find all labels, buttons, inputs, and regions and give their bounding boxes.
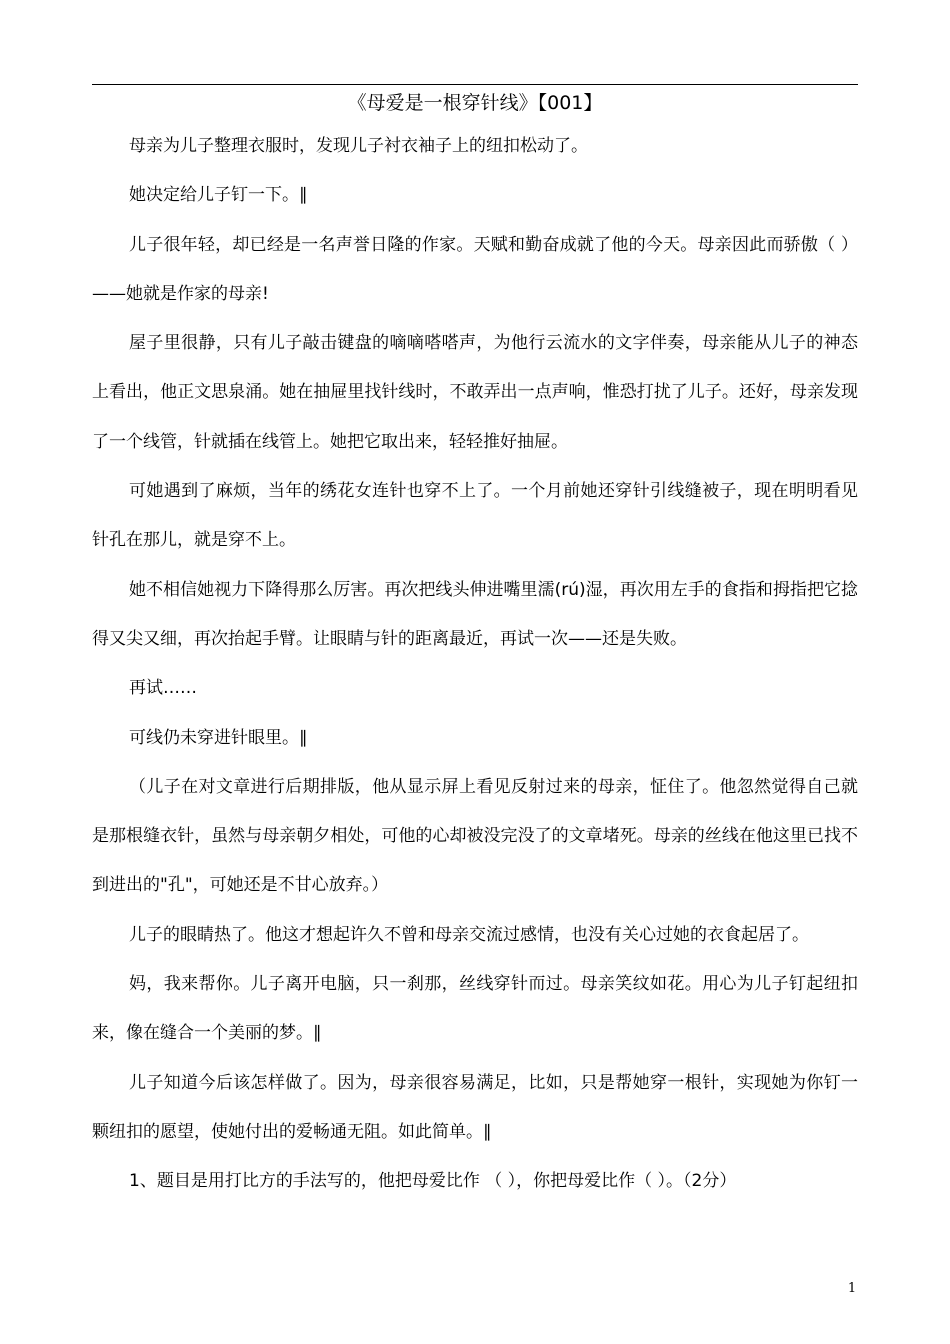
document-body (92, 122, 858, 1207)
paragraph-12: 儿子知道今后该怎样做了。因为，母亲很容易满足，比如，只是帮她穿一根针，实现她为你钉一颗纽扣的愿望，使她付出的爱畅通无阻。如此简单。∥ (92, 1072, 858, 1142)
page-number: 1 (847, 1281, 857, 1296)
paragraph-1: 母亲为儿子整理衣服时，发现儿子衬衣袖子上的纽扣松动了。 (129, 136, 588, 156)
paragraph-7: 再试…… (129, 678, 197, 699)
paragraph-9: （儿子在对文章进行后期排版，他从显示屏上看见反射过来的母亲，怔住了。他忽然觉得自己就是那根缝衣针，虽然与母亲朝夕相处，可他的心却被没完没了的文章堵死。母亲的丝线在他这里已找不到进出的"孔"，可她还是不甘心放弃。） (92, 776, 858, 896)
paragraph-10: 儿子的眼睛热了。他这才想起许久不曾和母亲交流过感情，也没有关心过她的衣食起居了。 (129, 924, 809, 945)
paragraph-3: 儿子很年轻，却已经是一名声誉日隆的作家。天赋和勤奋成就了他的今天。母亲因此而骄傲（ ）——她就是作家的母亲! (92, 234, 858, 304)
header-rule (92, 84, 858, 85)
paragraph-8: 可线仍未穿进针眼里。∥ (129, 727, 308, 748)
paragraph-5: 可她遇到了麻烦，当年的绣花女连针也穿不上了。一个月前她还穿针引线缝被子，现在明明看见针孔在那儿，就是穿不上。 (92, 481, 858, 551)
paragraph-11: 妈，我来帮你。儿子离开电脑，只一刹那，丝线穿针而过。母亲笑纹如花。用心为儿子钉起纽扣来，像在缝合一个美丽的梦。∥ (92, 974, 858, 1044)
document-title: 《母爱是一根穿针线》【001】 (347, 92, 603, 114)
paragraph-4: 屋子里很静，只有儿子敲击键盘的嘀嘀嗒嗒声，为他行云流水的文字伴奏，母亲能从儿子的神态上看出，他正文思泉涌。她在抽屉里找针线时，不敢弄出一点声响，惟恐打扰了儿子。还好，母亲发现了一个线管，针就插在线管上。她把它取出来，轻轻推好抽屉。 (92, 333, 858, 452)
paragraph-6: 她不相信她视力下降得那么厉害。再次把线头伸进嘴里濡(rú)湿，再次用左手的食指和拇指把它捻得又尖又细，再次抬起手臂。让眼睛与针的距离最近，再试一次——还是失败。 (92, 579, 858, 649)
question-1: 1、题目是用打比方的手法写的，他把母爱比作 （ ），你把母爱比作（ ）。（2分） (129, 1171, 737, 1192)
paragraph-2: 她决定给儿子钉一下。∥ (129, 185, 308, 206)
